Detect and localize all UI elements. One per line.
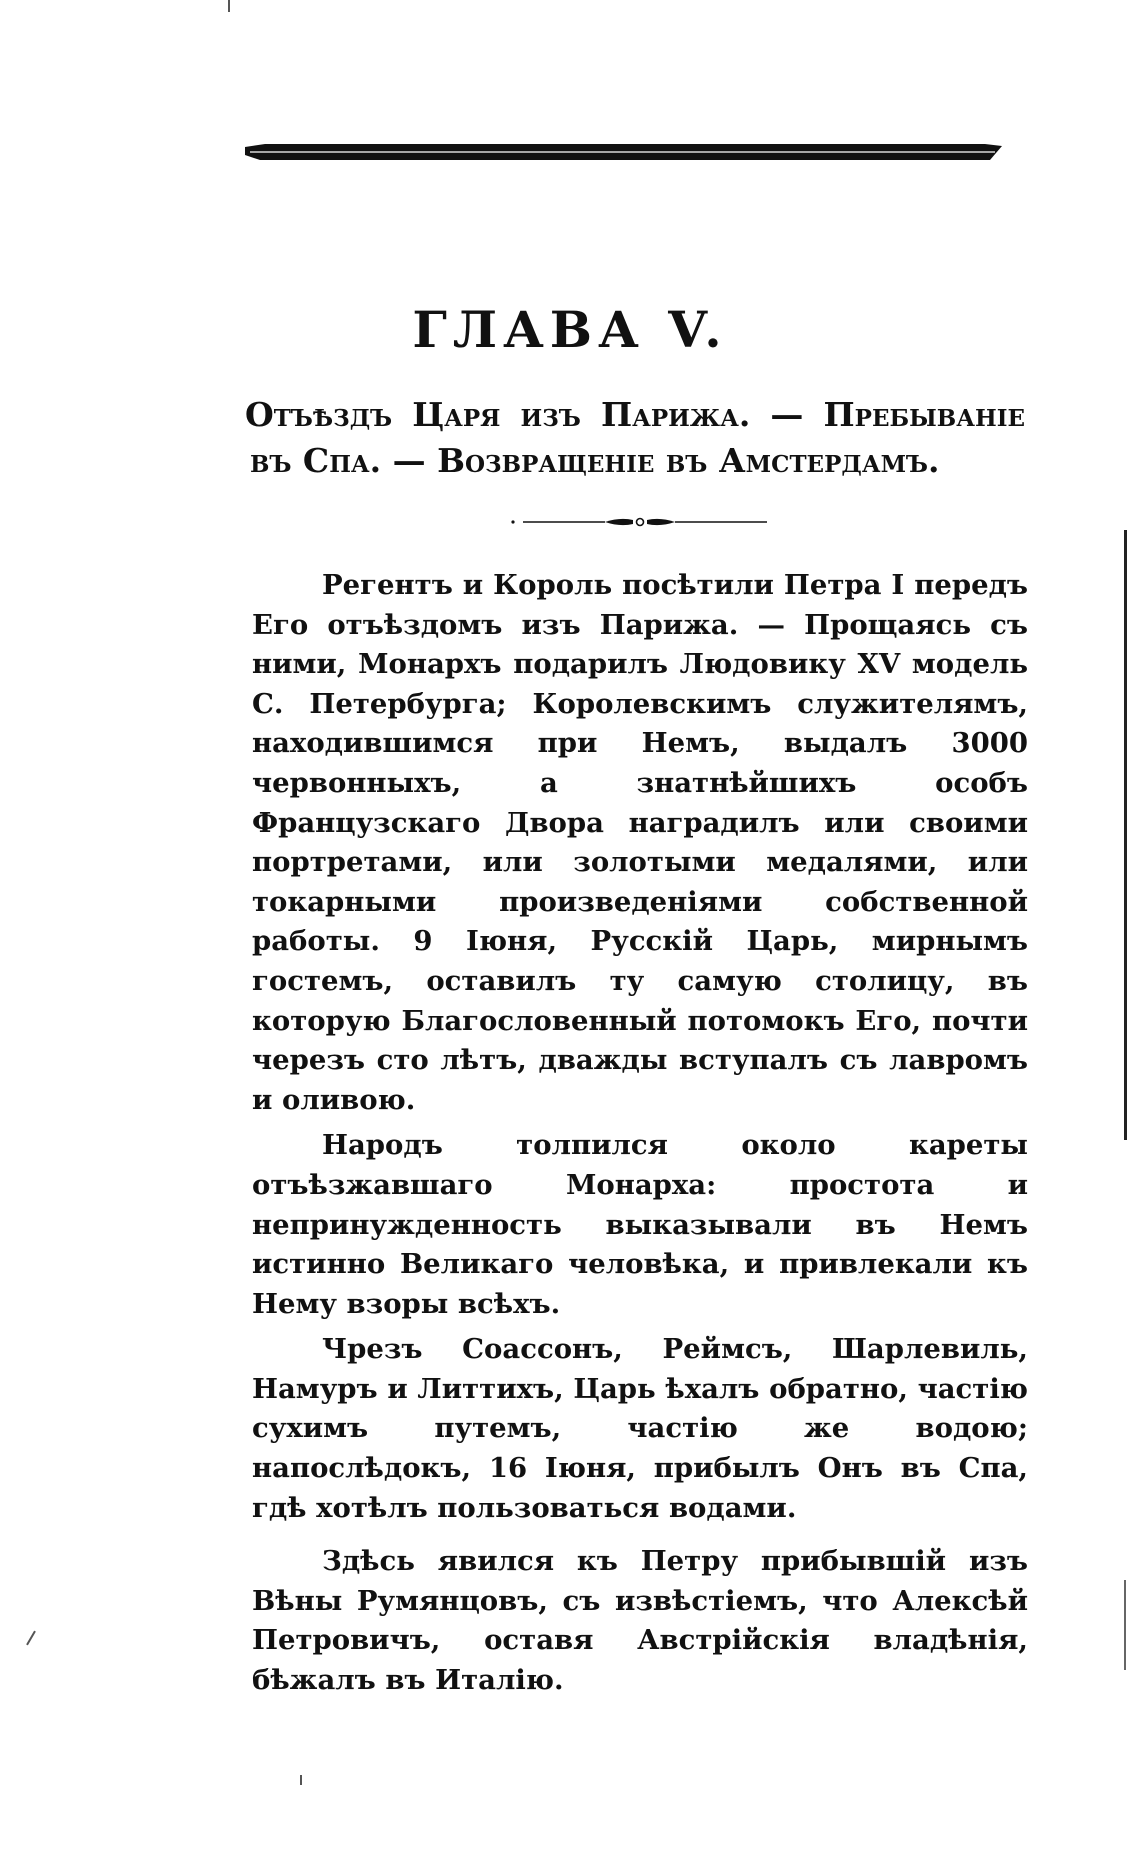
paragraph-3: Чрезъ Соассонъ, Реймсъ, Шарлевиль, Намуръ и Литтихъ, Царь ѣхалъ обратно, частію сухимъ путемъ, частію же водою; напослѣдокъ, 16 Іюня, прибылъ Онъ въ Спа, гдѣ хотѣлъ пользоваться водами. xyxy=(252,1333,1028,1524)
scan-speck xyxy=(26,1631,36,1646)
subtitle-line-1: Отъѣздъ Царя изъ Парижа. — Пребываніе xyxy=(245,395,1025,434)
paragraph-2: Народъ толпился около кареты отъѣзжавшаго Монарха: простота и непринужденность выказывали въ Немъ истинно Великаго человѣка, и привлекали къ Нему взоры всѣхъ. xyxy=(252,1129,1028,1320)
scan-edge-line xyxy=(1124,530,1127,1140)
ornament-divider xyxy=(505,515,775,529)
scan-edge-line xyxy=(1124,1580,1126,1670)
paragraph-4: Здѣсь явился къ Петру прибывшій изъ Вѣны Румянцовъ, съ извѣстіемъ, что Алексѣй Петровичъ, оставя Австрійскія владѣнія, бѣжалъ въ Италію. xyxy=(252,1545,1028,1697)
chapter-subtitle xyxy=(245,392,1025,484)
scan-speck xyxy=(300,1775,302,1785)
top-heavy-rule xyxy=(245,143,1002,161)
chapter-title: ГЛАВА V. xyxy=(412,300,728,359)
subtitle-line-2: въ Спа. — Возвращеніе въ Амстердамъ. xyxy=(250,441,940,480)
chapter-body xyxy=(252,566,1028,1707)
paragraph-1: Регентъ и Король посѣтили Петра I передъ Его отъѣздомъ изъ Парижа. — Прощаясь съ ними, Монархъ подарилъ Людовику XV модель С. Петербурга; Королевскимъ служителямъ, находившимся при Немъ, выдалъ 3000 червонныхъ, а знатнѣйшихъ особъ Французскаго Двора наградилъ или своими портретами, или золотыми медалями, или токарными произведеніями собственной работы. 9 Іюня, Русскій Царь, мирнымъ гостемъ, оставилъ ту самую столицу, въ которую Благословенный потомокъ Его, почти черезъ сто лѣтъ, дважды вступалъ съ лавромъ и оливою. xyxy=(252,569,1028,1116)
scan-speck xyxy=(228,0,230,12)
